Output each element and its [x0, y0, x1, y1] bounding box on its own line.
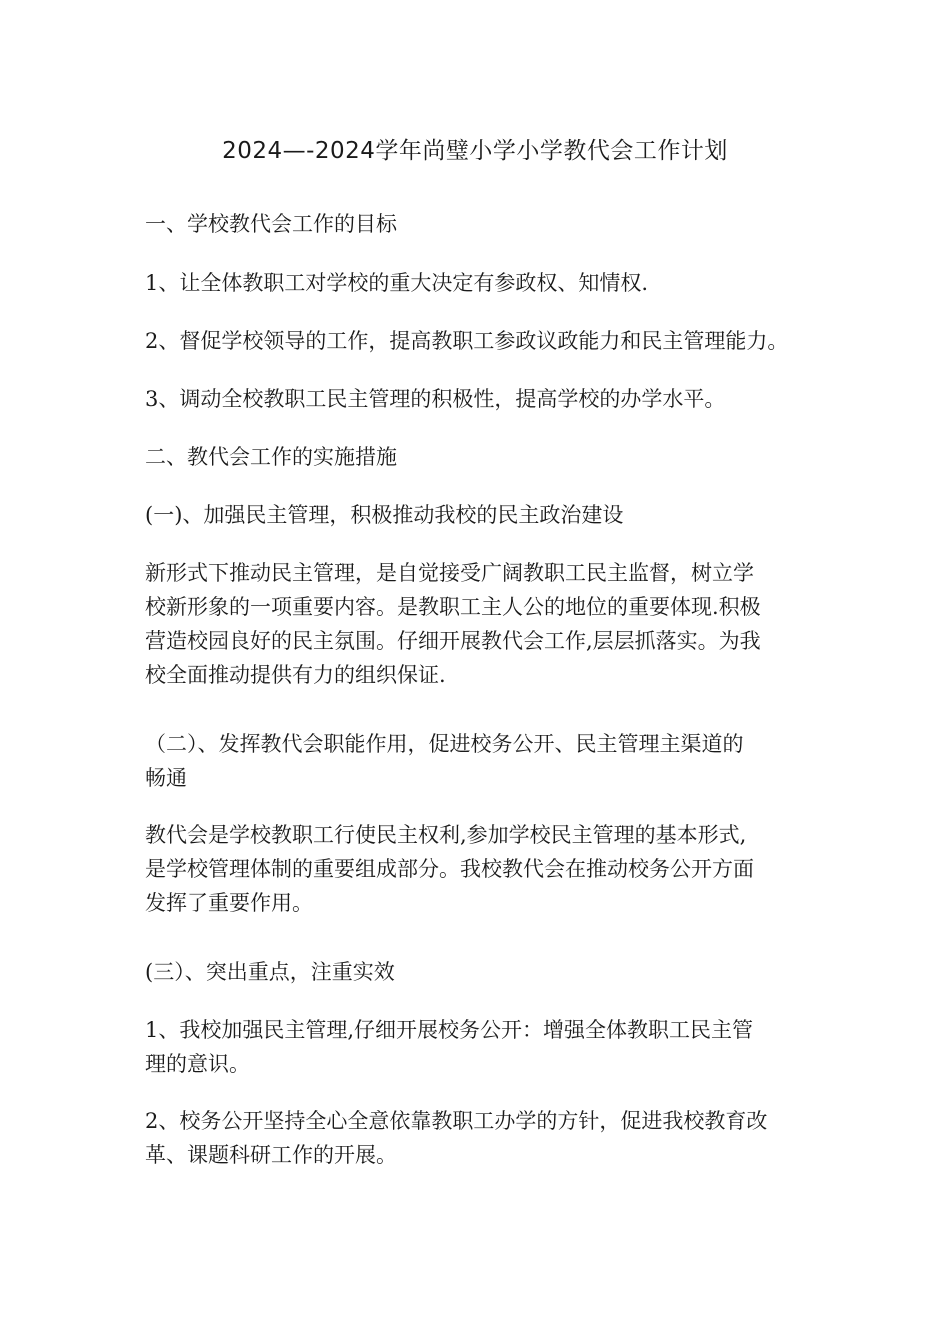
paragraph-line: 一、学校教代会工作的目标 — [145, 212, 397, 236]
paragraph-line: 校新形象的一项重要内容。是教职工主人公的地位的重要体现.积极 — [145, 595, 761, 619]
goal-item-1 — [145, 266, 815, 300]
subsection-heading-1 — [145, 498, 815, 532]
subsection-heading-2 — [145, 727, 815, 795]
measure-item-2 — [145, 1104, 815, 1172]
paragraph-line: 校全面推动提供有力的组织保证. — [145, 663, 446, 687]
paragraph-line: 是学校管理体制的重要组成部分。我校教代会在推动校务公开方面 — [145, 857, 754, 881]
goal-item-2 — [145, 324, 815, 358]
paragraph-line: 发挥了重要作用。 — [145, 891, 313, 915]
paragraph-line: (三）、突出重点，注重实效 — [145, 960, 395, 984]
measure-item-1 — [145, 1013, 815, 1081]
subsection-2-body — [145, 818, 815, 920]
paragraph-line: 教代会是学校教职工行使民主权利,参加学校民主管理的基本形式, — [145, 823, 747, 847]
paragraph-line: 二、教代会工作的实施措施 — [145, 445, 397, 469]
subsection-heading-3 — [145, 955, 815, 989]
goal-item-3 — [145, 382, 815, 416]
paragraph-line: （二）、发挥教代会职能作用，促进校务公开、民主管理主渠道的 — [145, 732, 744, 756]
paragraph-line: 新形式下推动民主管理，是自觉接受广阔教职工民主监督，树立学 — [145, 561, 754, 585]
paragraph-line: 1、让全体教职工对学校的重大决定有参政权、知情权. — [145, 271, 649, 295]
paragraph-line: 畅通 — [145, 766, 187, 790]
paragraph-line: 2、督促学校领导的工作，提高教职工参政议政能力和民主管理能力。 — [145, 329, 789, 353]
section-heading-measures — [145, 440, 815, 474]
paragraph-line: (一)、加强民主管理，积极推动我校的民主政治建设 — [145, 503, 624, 527]
paragraph-line: 1、我校加强民主管理,仔细开展校务公开：增强全体教职工民主管 — [145, 1018, 754, 1042]
section-heading-goals — [145, 207, 815, 241]
paragraph-line: 革、课题科研工作的开展。 — [145, 1143, 397, 1167]
paragraph-line: 理的意识。 — [145, 1052, 250, 1076]
paragraph-line: 营造校园良好的民主氛围。仔细开展教代会工作,层层抓落实。为我 — [145, 629, 761, 653]
document-title: 2024—-2024学年尚璧小学小学教代会工作计划 — [222, 138, 728, 164]
paragraph-line: 2、校务公开坚持全心全意依靠教职工办学的方针，促进我校教育改 — [145, 1109, 768, 1133]
subsection-1-body — [145, 556, 815, 692]
paragraph-line: 3、调动全校教职工民主管理的积极性，提高学校的办学水平。 — [145, 387, 726, 411]
